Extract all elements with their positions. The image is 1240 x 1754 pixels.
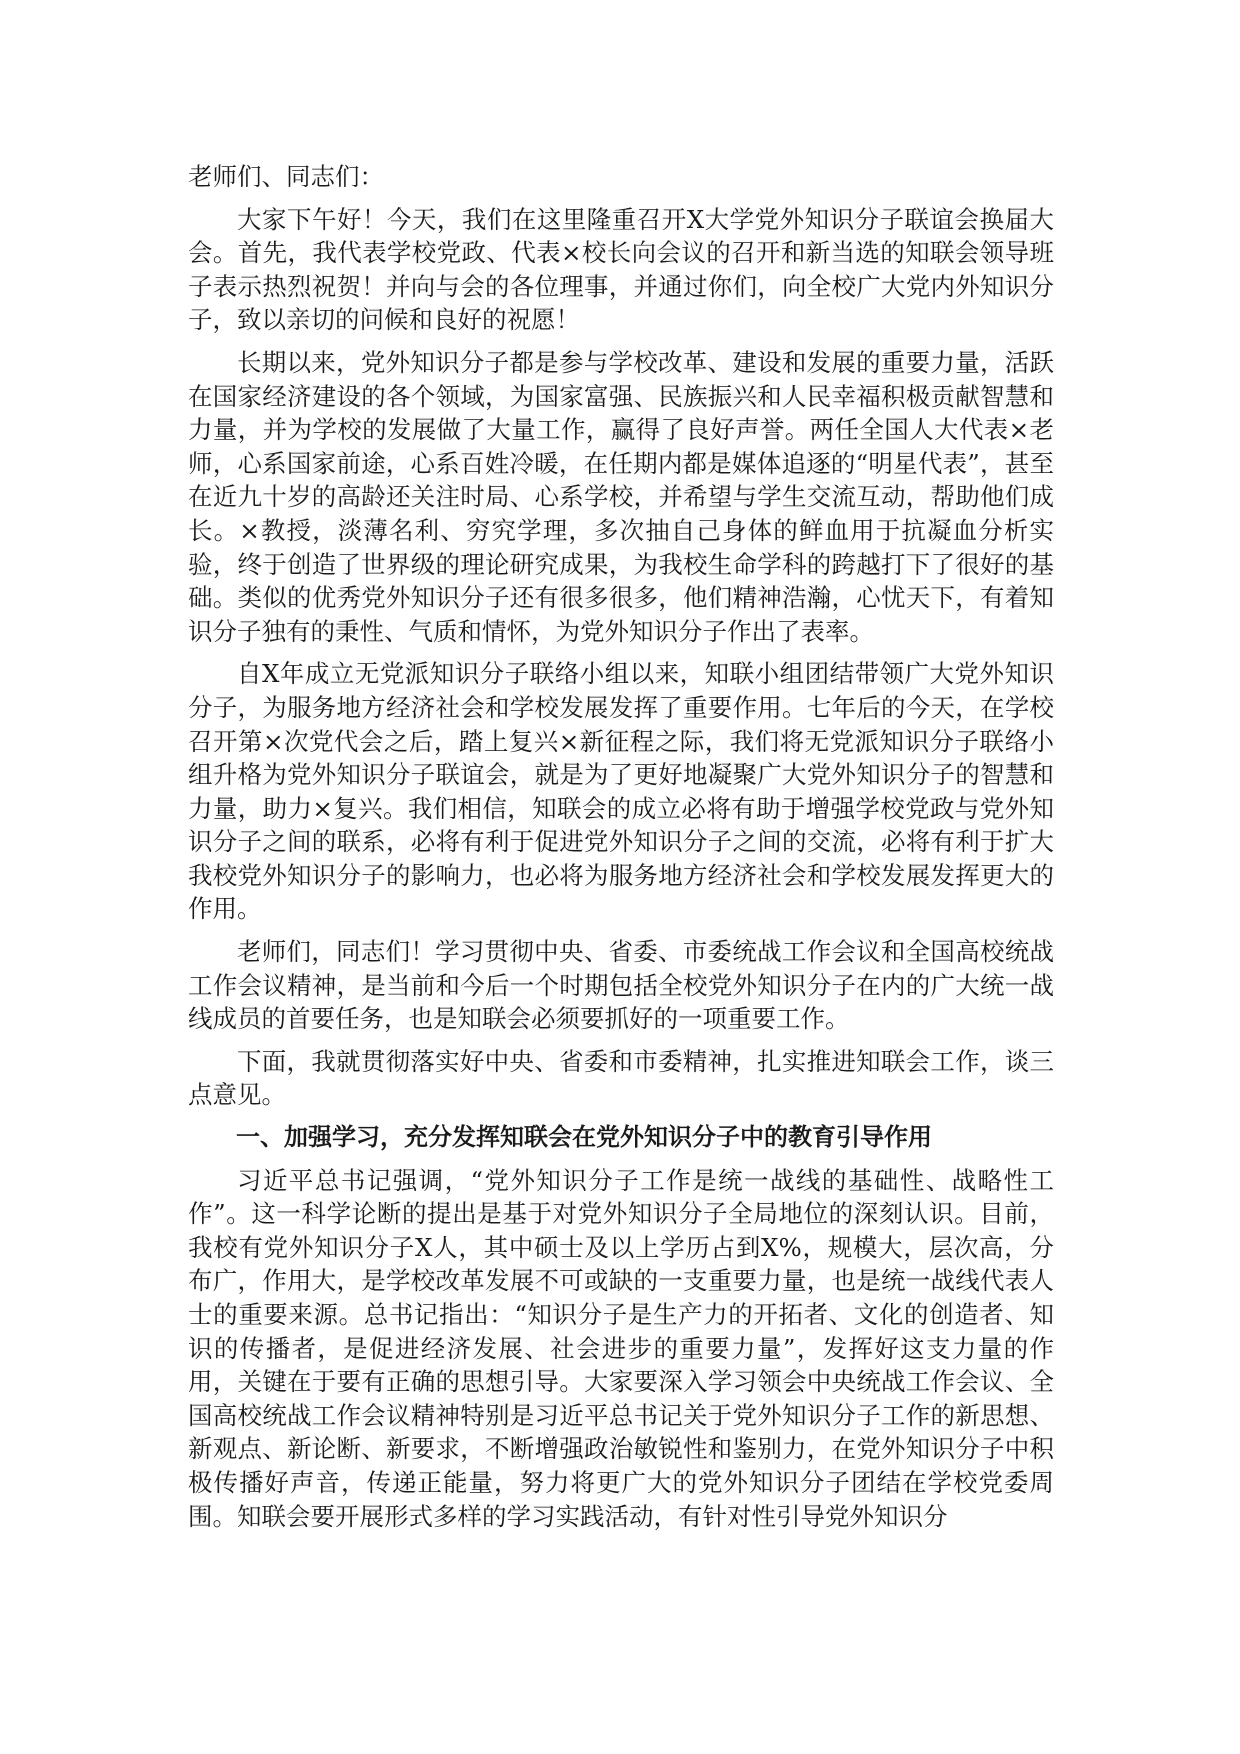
paragraph-role-of-intellectuals: 长期以来，党外知识分子都是参与学校改革、建设和发展的重要力量，活跃在国家经济建设的各个领域，为国家富强、民族振兴和人民幸福积极贡献智慧和力量，并为学校的发展做了大量工作，赢得了良好声誉。两任全国人大代表×老师，心系国家前途，心系百姓冷暖，在任期内都是媒体追逐的“明星代表”，甚至在近九十岁的高龄还关注时局、心系学校，并希望与学生交流互动，帮助他们成长。×教授，淡薄名利、穷究学理，多次抽自己身体的鲜血用于抗凝血分析实验，终于创造了世界级的理论研究成果，为我校生命学科的跨越打下了很好的基础。类似的优秀党外知识分子还有很多很多，他们精神浩瀚，心忧天下，有着知识分子独有的秉性、气质和情怀，为党外知识分子作出了表率。	[188, 347, 1054, 646]
document-page	[188, 160, 1054, 1542]
paragraph-opening: 大家下午好！今天，我们在这里隆重召开X大学党外知识分子联谊会换届大会。首先，我代表学校党政、代表×校长向会议的召开和新当选的知联会领导班子表示热烈祝贺！并向与会的各位理事，并通过你们，向全校广大党内外知识分子，致以亲切的问候和良好的祝愿！	[188, 204, 1054, 335]
section-paragraph: 习近平总书记强调，“党外知识分子工作是统一战线的基础性、战略性工作”。这一科学论断的提出是基于对党外知识分子全局地位的深刻认识。目前，我校有党外知识分子X人，其中硕士及以上学历占到X%，规模大，层次高，分布广，作用大，是学校改革发展不可或缺的一支重要力量，也是统一战线代表人士的重要来源。总书记指出：“知识分子是生产力的开拓者、文化的创造者、知识的传播者，是促进经济发展、社会进步的重要力量”，发挥好这支力量的作用，关键在于要有正确的思想引导。大家要深入学习领会中央统战工作会议、全国高校统战工作会议精神特别是习近平总书记关于党外知识分子工作的新思想、新观点、新论断、新要求，不断增强政治敏锐性和鉴别力，在党外知识分子中积极传播好声音，传递正能量，努力将更广大的党外知识分子团结在学校党委周围。知联会要开展形式多样的学习实践活动，有针对性引导党外知识分	[188, 1165, 1054, 1531]
greeting: 老师们、同志们：	[188, 162, 384, 191]
paragraph-tasks: 老师们，同志们！学习贯彻中央、省委、市委统战工作会议和全国高校统战工作会议精神，是当前和今后一个时期包括全校党外知识分子在内的广大统一战线成员的首要任务，也是知联会必须要抓好的一项重要工作。	[188, 937, 1054, 1034]
paragraph-three-points: 下面，我就贯彻落实好中央、省委和市委精神，扎实推进知联会工作，谈三点意见。	[188, 1046, 1054, 1110]
section-heading: 一、加强学习，充分发挥知联会在党外知识分子中的教育引导作用	[236, 1123, 932, 1152]
paragraph-history: 自X年成立无党派知识分子联络小组以来，知联小组团结带领广大党外知识分子，为服务地方经济社会和学校发展发挥了重要作用。七年后的今天，在学校召开第×次党代会之后，踏上复兴×新征程之际，我们将无党派知识分子联络小组升格为党外知识分子联谊会，就是为了更好地凝聚广大党外知识分子的智慧和力量，助力×复兴。我们相信，知联会的成立必将有助于增强学校党政与党外知识分子之间的联系，必将有利于促进党外知识分子之间的交流，必将有利于扩大我校党外知识分子的影响力，也必将为服务地方经济社会和学校发展发挥更大的作用。	[188, 659, 1054, 924]
